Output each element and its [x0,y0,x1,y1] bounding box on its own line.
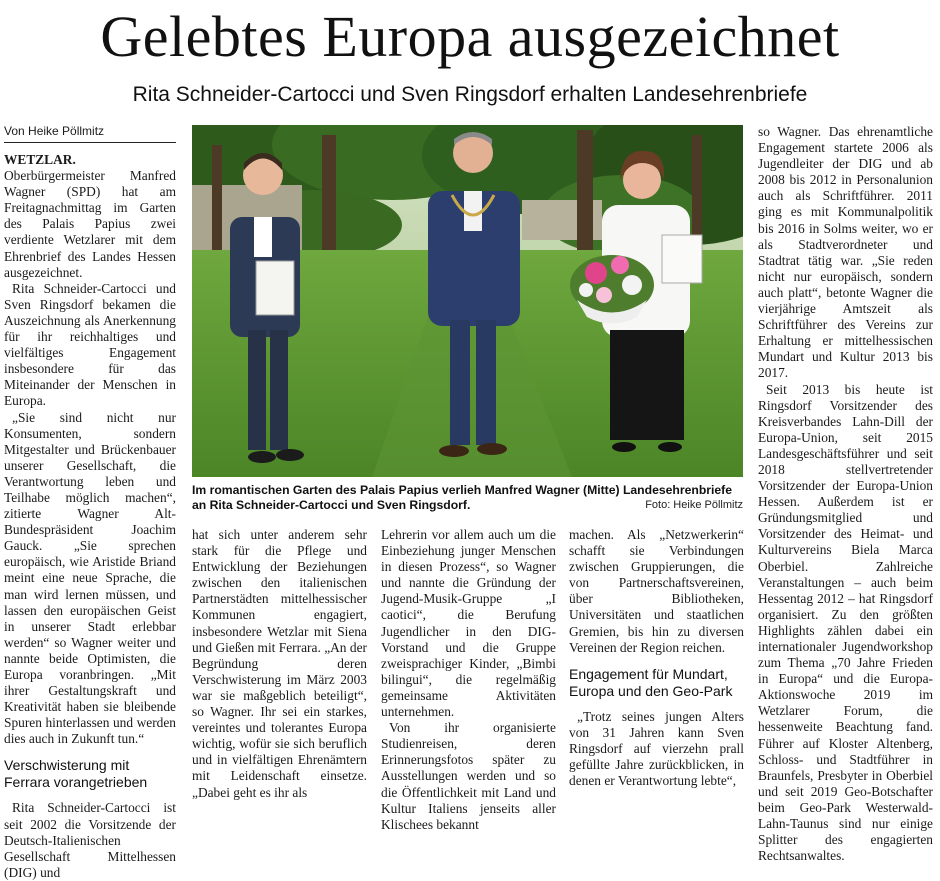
photo-caption: Im romantischen Garten des Palais Papius verlieh Manfred Wagner (Mitte) Landesehrenbriefe an Rita Schneider-Cartocci und Sven Ringsdorf. [192,483,733,512]
dateline: WETZLAR. [4,152,76,167]
article-column-4 [569,527,744,789]
paragraph: Von ihr organisierte Studienreisen, deren Erinnerungsfotos später zu Ausstellungen werden und so die Öffentlichkeit mit Land und Kultur Italiens jenseits aller Klischees bekannt [381,720,556,832]
paragraph: „Trotz seines jungen Alters von 31 Jahren kann Sven Ringsdorf auf vierzehn prall gefüllte Jahre zurückblicken, in denen er Verantwortung lebte“, [569,708,744,789]
certificate [662,235,702,283]
section-heading: Engagement für Mundart, Europa und den Geo-Park [569,665,733,699]
byline: Von Heike Pöllmitz [4,123,176,143]
paragraph: Seit 2013 bis heute ist Ringsdorf Vorsitzender des Kreisverbandes Lahn-Dill der Europa-Union, seit 2015 Landesgeschäftsführer und seit 2018 stellvertretender Vorsitzender der Europa-Union Hessen. Außerdem ist er Gründungsmitglied und Vorsitzender des Heimat- und Kulturvereins Biela Marca Oberbiel. Zahlreiche Veranstaltungen – auch beim Hessentag 2012 – hat Ringsdorf organisiert. Zu den größten Highlights zählen dabei ein internationaler Jugendworkshop zum Thema „70 Jahre Frieden in Europa“ und die Europa-Aktionswoche 2019 im Wetzlarer Forum, die hessenweite Beachtung fand. Führer auf Kloster Altenberg, Schloss- und Stadtführer in Braunfels, Presbyter in Oberbiel und seit 2019 Geo-Botschafter beim Geo-Park Westerwald-Lahn-Taunus sind nur einige Splitter des engagierten Rechtsanwaltes. [758,381,933,864]
garden-photo-illustration [192,125,743,477]
paragraph: hat sich unter anderem sehr stark für die Pflege und Entwicklung der Beziehungen zwischen den italienischen Partnerstädten mittelhessischer Kommunen engagiert, insbesondere Wetzlar mit Siena und Gießen mit Ferrara. „An der Begründung deren Verschwisterung im März 2003 war sie maßgeblich beteiligt“, so Wagner. Ihr sei ein starkes, vereintes und tolerantes Europa wichtig, wofür sie sich beruflich und in vielfältigen Ehrenämtern mit Leidenschaft einsetze. „Dabei geht es ihr als [192,527,367,800]
paragraph: Lehrerin vor allem auch um die Einbeziehung junger Menschen in diesen Prozess“, so Wagner und nannte die Gründung der Jugend-Musik-Gruppe „I caotici“, die Berufung Jugendlicher in den DIG-Vorstand und die Gruppe zweisprachiger Kinder, „Bimbi bilingui“, die regelmäßig gemeinsame Aktivitäten unternehmen. [381,527,556,720]
article-column-3 [381,527,556,833]
article-column-5 [758,124,933,864]
photo-credit: Foto: Heike Pöllmitz [645,499,743,511]
paragraph: „Sie sind nicht nur Konsumenten, sondern Mitgestalter und Brückenbauer unserer Gesellschaft, die Verantwortung leben und Teilhabe möglich machen“, zitierte Wagner Alt-Bundespräsident Joachim Gauck. „Sie sprechen europäisch, wie Aristide Briand meint eine neue Sprache, die man wird lernen müssen, und lassen den europäischen Geist in unserer Stadt erlebbar werden“ so Wagner weiter und nannte beide Optimisten, die Europa voranbringen. „Mit ihrer Gestaltungskraft und Kreativität haben sie bleibende Spuren hinterlassen und werden dies auch in Zukunft tun.“ [4,409,176,747]
section-heading: Verschwisterung mit Ferrara vorangetrieben [4,757,148,791]
paragraph: machen. Als „Netzwerkerin“ schafft sie Verbindungen zwischen Gruppierungen, die von Partnerschaftsvereinen, über Bibliotheken, Universitäten und staatlichen Gremien, bis hin zu diversen Vereinen der Region reichen. [569,527,744,655]
paragraph: Rita Schneider-Cartocci ist seit 2002 die Vorsitzende der Deutsch-Italienischen Gesellschaft Mittelhessen (DIG) und [4,800,176,880]
paragraph [4,152,176,281]
article-photo [192,125,743,477]
article-column-1 [4,152,176,881]
paragraph: so Wagner. Das ehrenamtliche Engagement startete 2006 als Jugendleiter der DIG und ab 2008 bis 2012 in Personalunion auch als Schriftführer. 2011 ging es mit Kommunalpolitik bis 2016 in Solms weiter, wo er als Stadtverordneter und Stadtrat tätig war. „Sie reden nicht nur europäisch, sondern auch platt“, betonte Wagner die vierjährige Amtszeit als Schriftführer des Vereins zur Erhaltung er mittelhessischen Mundart und Kultur 2013 bis 2017. [758,124,933,381]
paragraph: Rita Schneider-Cartocci und Sven Ringsdorf bekamen die Auszeichnung als Anerkennung für ihr reichhaltiges und vielfältiges Engagement insbesondere für das Miteinander der Menschen in Europa. [4,280,176,409]
headline: Gelebtes Europa ausgezeichnet [100,4,840,69]
article-column-2 [192,527,367,801]
certificate [256,261,294,315]
subheadline: Rita Schneider-Cartocci und Sven Ringsdorf erhalten Landesehrenbriefe [132,83,808,106]
paragraph-text: Oberbürgermeister Manfred Wagner (SPD) hat am Freitagnachmittag im Garten des Palais Papius zwei verdiente Wetzlarer mit dem Ehrenbrief des Landes Hessen ausgezeichnet. [4,168,176,280]
